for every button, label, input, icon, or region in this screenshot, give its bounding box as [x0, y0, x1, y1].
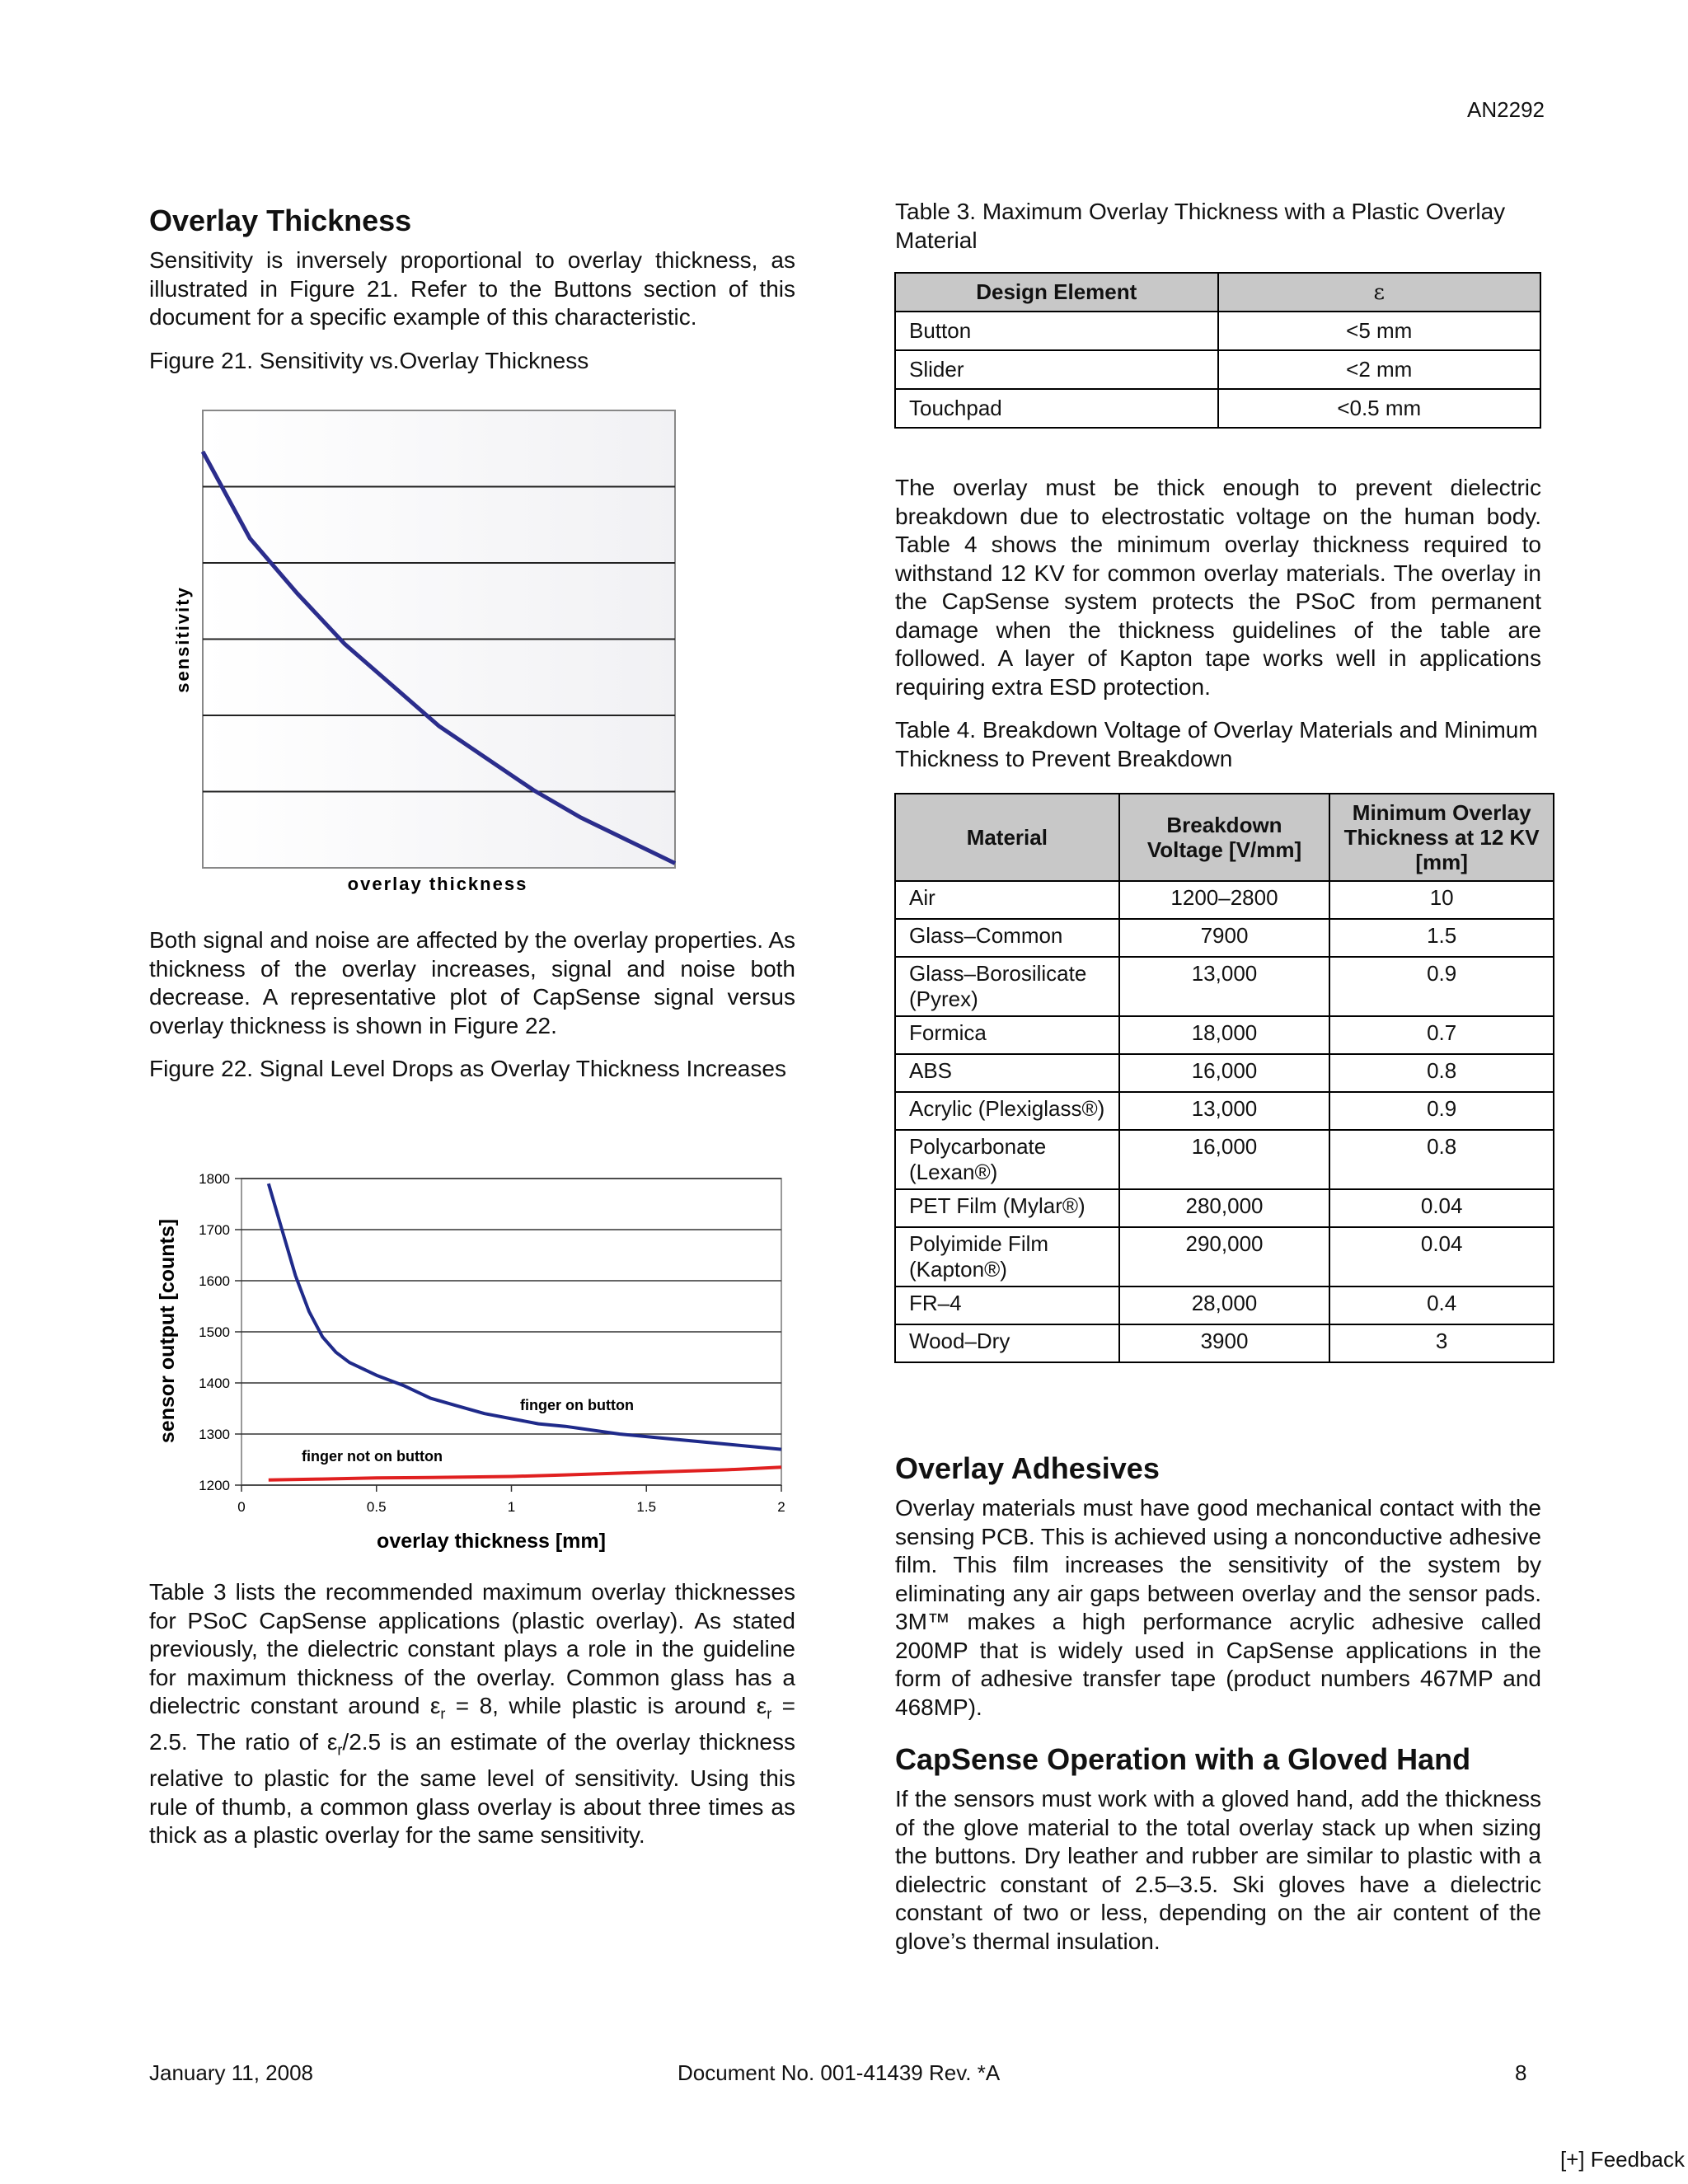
table4-cell: 3 — [1329, 1324, 1554, 1362]
table4-cell: 0.7 — [1329, 1016, 1554, 1054]
fig22-y-tick-label: 1400 — [199, 1376, 230, 1391]
table-row — [895, 881, 1554, 919]
fig22-y-tick-label: 1800 — [199, 1171, 230, 1187]
table4-cell: ABS — [895, 1054, 1119, 1092]
table4-cell: Wood–Dry — [895, 1324, 1119, 1362]
fig22-y-tick-label: 1300 — [199, 1427, 230, 1442]
fig22-x-tick-labels — [237, 1499, 785, 1515]
table4-cell: 18,000 — [1119, 1016, 1330, 1054]
figure-21-chart — [149, 401, 726, 903]
table4-cell: 0.4 — [1329, 1286, 1554, 1324]
table3-header-design-element: Design Element — [895, 273, 1218, 312]
right-column-bottom — [895, 1451, 1541, 1956]
table-row — [895, 1130, 1554, 1189]
table4-cell: 3900 — [1119, 1324, 1330, 1362]
table4-cell: 7900 — [1119, 919, 1330, 957]
table4-header-min-thickness: Minimum Overlay Thickness at 12 KV [mm] — [1329, 794, 1554, 881]
fig22-x-label: overlay thickness [mm] — [377, 1530, 606, 1553]
figure-22-caption: Figure 22. Signal Level Drops as Overlay Thickness Increases — [149, 1056, 786, 1081]
footer-date: January 11, 2008 — [149, 2060, 313, 2085]
fig22-y-tick-label: 1500 — [199, 1324, 230, 1340]
table4-cell: 0.9 — [1329, 1092, 1554, 1130]
fig22-x-tick-label: 0.5 — [366, 1499, 387, 1515]
fig22-y-tick-label: 1200 — [199, 1478, 230, 1493]
fig22-y-tick-labels — [199, 1171, 230, 1493]
left-column-bottom — [149, 1578, 795, 1850]
table3-header-epsilon: ε — [1218, 273, 1541, 312]
table4-cell: 16,000 — [1119, 1054, 1330, 1092]
feedback-link[interactable]: [+] Feedback — [1559, 2147, 1685, 2172]
fig22-y-label: sensor output [counts] — [156, 1218, 179, 1444]
gloved-paragraph: If the sensors must work with a gloved hand, add the thickness of the glove material to the total overlay stack up when sizing the buttons. Dry leather and rubber are similar to plastic with a dielectric constant of 2.5–3.5. Ski gloves have a dielectric constant of two or less, depending on the air content of the glove’s thermal insulation. — [895, 1786, 1541, 1954]
fig21-x-label: overlay thickness — [347, 874, 528, 894]
fig22-y-tick-label: 1600 — [199, 1273, 230, 1289]
intro-paragraph: Sensitivity is inversely proportional to overlay thickness, as illustrated in Figure 21. Refer to the Buttons section of this document for a specific example of this characteristic. — [149, 247, 795, 330]
fig22-x-tick-label: 1.5 — [636, 1499, 657, 1515]
table-row — [895, 389, 1540, 428]
table4-cell: 1200–2800 — [1119, 881, 1330, 919]
table4-cell: 13,000 — [1119, 957, 1330, 1016]
table4-cell: 0.04 — [1329, 1227, 1554, 1286]
figure-21-caption: Figure 21. Sensitivity vs.Overlay Thickness — [149, 347, 589, 373]
table-4 — [894, 793, 1554, 1363]
section-title-overlay-adhesives: Overlay Adhesives — [895, 1451, 1160, 1485]
table4-cell: 16,000 — [1119, 1130, 1330, 1189]
table4-cell: Polycarbonate (Lexan®) — [895, 1130, 1119, 1189]
table4-cell: 0.04 — [1329, 1189, 1554, 1227]
table3-cell: <0.5 mm — [1218, 389, 1541, 428]
right-column-mid — [895, 474, 1541, 773]
table-row — [895, 1016, 1554, 1054]
fig22-x-tick-label: 2 — [777, 1499, 785, 1515]
fig22-label-finger-not-on: finger not on button — [302, 1448, 443, 1465]
fig22-x-tick-label: 0 — [237, 1499, 246, 1515]
table-row — [895, 312, 1540, 350]
fig21-y-label: sensitivity — [172, 586, 193, 693]
table4-cell: 280,000 — [1119, 1189, 1330, 1227]
table-row — [895, 1092, 1554, 1130]
table4-cell: Glass–Common — [895, 919, 1119, 957]
breakdown-paragraph: The overlay must be thick enough to prevent dielectric breakdown due to electrostatic voltage on the human body. Table 4 shows the minimum overlay thickness required to withstand 12 KV for common overlay materials. The overlay in the CapSense system protects the PSoC from permanent damage when the thickness guidelines of the table are followed. A layer of Kapton tape works well in applications requiring extra ESD protection. — [895, 475, 1541, 700]
fig22-label-finger-on: finger on button — [520, 1397, 634, 1413]
header-doc-id: AN2292 — [1467, 97, 1545, 122]
table4-cell: 28,000 — [1119, 1286, 1330, 1324]
table-row — [895, 1189, 1554, 1227]
section-title-overlay-thickness: Overlay Thickness — [149, 204, 412, 237]
table3-caption: Table 3. Maximum Overlay Thickness with a Plastic Overlay Material — [895, 199, 1506, 253]
table4-cell: Acrylic (Plexiglass®) — [895, 1092, 1119, 1130]
table4-cell: 10 — [1329, 881, 1554, 919]
table4-cell: PET Film (Mylar®) — [895, 1189, 1119, 1227]
table3-cell: <2 mm — [1218, 350, 1541, 389]
figure-22-chart — [149, 1158, 800, 1570]
table4-cell: Air — [895, 881, 1119, 919]
table4-cell: 290,000 — [1119, 1227, 1330, 1286]
fig22-x-tick-label: 1 — [507, 1499, 516, 1515]
footer-doc-number: Document No. 001-41439 Rev. *A — [678, 2060, 1001, 2085]
table-3 — [894, 272, 1541, 429]
table3-explanation-paragraph: Table 3 lists the recommended maximum overlay thicknesses for PSoC CapSense applications (plastic overlay). As stated previously, the dielectric constant plays a role in the guideline for maximum thickness of the overlay. Common glass has a dielectric constant around $\varepsilon_r = 8$, while plastic is around $\varepsilon_r = 2.5$. The ratio of $\varepsilon_r/2.5$ is an estimate of the overlay thickness relative to plastic for the same level of sensitivity. Using this rule of thumb, a common glass overlay is about three times as thick as a plastic overlay for the same sensitivity. — [149, 1579, 795, 1849]
section-title-gloved-hand: CapSense Operation with a Gloved Hand — [895, 1742, 1471, 1777]
table-row — [895, 1227, 1554, 1286]
table4-cell: FR–4 — [895, 1286, 1119, 1324]
table4-cell: 0.8 — [1329, 1054, 1554, 1092]
table4-cell: 0.8 — [1329, 1130, 1554, 1189]
signal-noise-paragraph: Both signal and noise are affected by the overlay properties. As thickness of the overlay increases, signal and noise both decrease. A representative plot of CapSense signal versus overlay thickness is shown in Figure 22. — [149, 927, 795, 1038]
table3-cell: <5 mm — [1218, 312, 1541, 350]
table4-header-material: Material — [895, 794, 1119, 881]
left-column — [149, 203, 795, 375]
adhesives-paragraph: Overlay materials must have good mechanical contact with the sensing PCB. This is achieved using a nonconductive adhesive film. This film increases the sensitivity of the system by eliminating any air gaps between overlay and the sensor pads. 3M™ makes a high performance acrylic adhesive called 200MP that is widely used in CapSense applications in the form of adhesive transfer tape (product numbers 467MP and 468MP). — [895, 1495, 1541, 1720]
table4-cell: 1.5 — [1329, 919, 1554, 957]
table4-cell: Polyimide Film (Kapton®) — [895, 1227, 1119, 1286]
table-row — [895, 1324, 1554, 1362]
table3-cell: Slider — [895, 350, 1218, 389]
table4-cell: 13,000 — [1119, 1092, 1330, 1130]
table-row — [895, 1286, 1554, 1324]
fig22-y-tick-label: 1700 — [199, 1222, 230, 1238]
table4-cell: Formica — [895, 1016, 1119, 1054]
table-row — [895, 957, 1554, 1016]
left-column-mid — [149, 926, 795, 1084]
table-row — [895, 919, 1554, 957]
table4-header-breakdown-voltage: Breakdown Voltage [V/mm] — [1119, 794, 1330, 881]
footer-page-number: 8 — [1515, 2060, 1527, 2085]
table4-cell: Glass–Borosilicate (Pyrex) — [895, 957, 1119, 1016]
table-row — [895, 350, 1540, 389]
table3-cell: Button — [895, 312, 1218, 350]
table4-caption: Table 4. Breakdown Voltage of Overlay Materials and Minimum Thickness to Prevent Breakdown — [895, 717, 1538, 771]
table-row — [895, 1054, 1554, 1092]
table3-cell: Touchpad — [895, 389, 1218, 428]
table4-cell: 0.9 — [1329, 957, 1554, 1016]
